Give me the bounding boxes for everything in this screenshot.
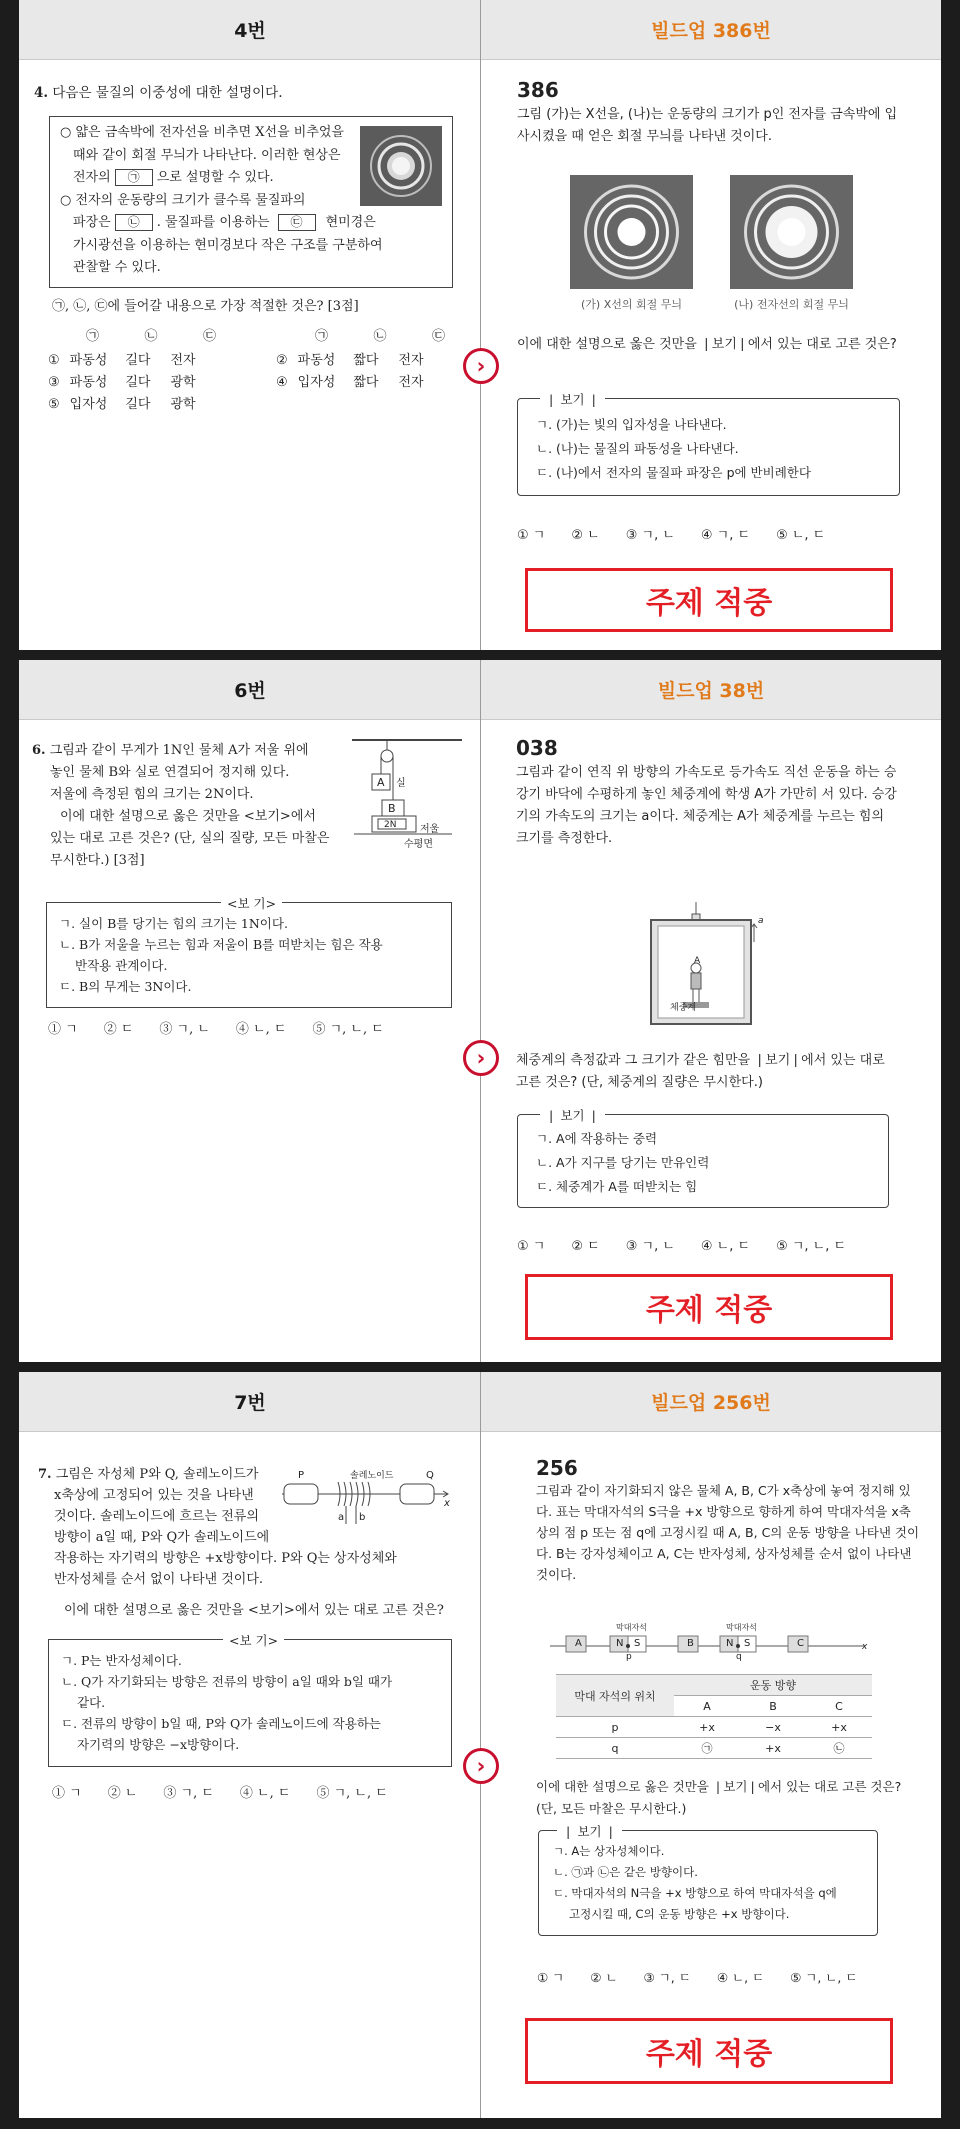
bogi-box: ❘ 보기 ❘ ㄱ. A는 상자성체이다. ㄴ. ㉠과 ㉡은 같은 방향이다. ㄷ. 막대자석의 N극을 +x 방향으로 하여 막대자석을 q에 고정시킬 때, C의 운동 방향은 +x 방향이다. bbox=[538, 1830, 878, 1936]
option-3[interactable]: ③ ㄱ, ㄷ bbox=[643, 1970, 691, 1985]
problem-stem: 그림과 같이 연직 위 방향의 가속도로 등가속도 직선 운동을 하는 승강기 바닥에 수평하게 놓인 체중계에 학생 A가 가만히 서 있다. 승강기의 가속도의 크기는 a이다. 체중계는 A가 체중계를 누르는 힘의 크기를 측정한다. bbox=[516, 765, 897, 846]
buildup-header: 빌드업 38번 bbox=[481, 660, 941, 720]
label-accel: a bbox=[758, 916, 764, 926]
label-b: B bbox=[388, 802, 396, 815]
label-s: S bbox=[744, 1638, 751, 1649]
problem-question: 체중계의 측정값과 그 크기가 같은 힘만을 ❘보기❘에서 있는 대로 고른 것은? (단, 체중계의 질량은 무시한다.) bbox=[516, 1053, 885, 1090]
topic-hit-badge: 주제 적중 bbox=[525, 568, 893, 632]
question-stem: 7. 그림은 자성체 P와 Q, 솔레노이드가 x축상에 고정되어 있는 것을 나타낸 것이다. 솔레노이드에 흐르는 전류의 방향이 a일 때, P와 Q가 솔레노이드에 작용하는 자기력의 방향은 +x방향이다. P와 Q는 상자성체와 반자성체를 순서 없이 나타낸 것이다. bbox=[38, 1467, 397, 1587]
option-2[interactable]: ② ㄴ bbox=[107, 1786, 138, 1801]
choice-row[interactable]: ④ 입자성 짧다 전자 bbox=[276, 375, 424, 390]
option-4[interactable]: ④ ㄴ, ㄷ bbox=[716, 1970, 765, 1985]
topic-hit-badge: 주제 적중 bbox=[525, 1274, 893, 1340]
option-4[interactable]: ④ ㄴ, ㄷ bbox=[235, 1022, 287, 1037]
label-c: C bbox=[797, 1638, 804, 1649]
label-a: A bbox=[575, 1638, 582, 1649]
label-scale: 저울 bbox=[420, 824, 440, 835]
question-stem: 4. 다음은 물질의 이중성에 대한 설명이다. bbox=[34, 85, 283, 101]
label-solenoid: 솔레노이드 bbox=[350, 1471, 394, 1481]
box-text: ○ 얇은 금속박에 전자선을 비추면 X선을 비추었을 때와 같이 회절 무늬가 나타난다. 이러한 현상은 전자의 ㉠ 으로 설명할 수 있다. ○ 전자의 운동량의 크기가 클수록 물질파의 bbox=[60, 125, 344, 208]
choice-row[interactable]: ⑤ 입자성 길다 광학 bbox=[48, 397, 196, 412]
section-q7 bbox=[0, 1372, 960, 2118]
question-prompt: ㉠, ㉡, ㉢에 들어갈 내용으로 가장 적절한 것은? [3점] bbox=[52, 299, 359, 314]
label-p: P bbox=[298, 1470, 305, 1481]
figure-caption: (가) X선의 회절 무늬 bbox=[581, 298, 682, 311]
option-3[interactable]: ③ ㄱ, ㄴ bbox=[625, 528, 675, 543]
answer-options bbox=[52, 1782, 414, 1801]
choice-row[interactable]: ③ 파동성 길다 광학 bbox=[48, 375, 196, 390]
blank-box: ㉠ bbox=[115, 169, 153, 186]
elevator-figure bbox=[650, 902, 760, 1026]
option-2[interactable]: ② ㄷ bbox=[571, 1239, 600, 1254]
option-3[interactable]: ③ ㄱ, ㄴ bbox=[159, 1022, 210, 1037]
label-person: A bbox=[694, 956, 701, 966]
option-3[interactable]: ③ ㄱ, ㄷ bbox=[163, 1786, 214, 1801]
label-q: Q bbox=[426, 1470, 434, 1481]
label-thread: 실 bbox=[396, 778, 406, 789]
blank-box: ㉢ bbox=[278, 214, 316, 231]
topic-hit-badge: 주제 적중 bbox=[525, 2018, 893, 2084]
label-x: x bbox=[444, 1498, 450, 1509]
label-magnet: 막대자석 bbox=[726, 1623, 757, 1632]
problem-number: 038 bbox=[516, 736, 558, 760]
divider bbox=[480, 1372, 481, 2118]
buildup-header: 빌드업 256번 bbox=[481, 1372, 941, 1432]
answer-options bbox=[517, 1235, 872, 1254]
option-5[interactable]: ⑤ ㄱ, ㄴ, ㄷ bbox=[316, 1786, 388, 1801]
label-a: A bbox=[377, 776, 385, 789]
table-header: 막대 자석의 위치 bbox=[556, 1675, 674, 1717]
buildup-header: 빌드업 386번 bbox=[481, 0, 941, 60]
diffraction-electron-image bbox=[730, 175, 853, 289]
table-col: C bbox=[806, 1696, 872, 1717]
problem-question: 이에 대한 설명으로 옳은 것만을 ❘보기❘에서 있는 대로 고른 것은? (단, 모든 마찰은 무시한다.) bbox=[536, 1779, 902, 1816]
option-1[interactable]: ① ㄱ bbox=[48, 1022, 78, 1037]
option-1[interactable]: ① ㄱ bbox=[517, 1239, 546, 1254]
table-header: 운동 방향 bbox=[674, 1675, 872, 1696]
option-1[interactable]: ① ㄱ bbox=[52, 1786, 82, 1801]
bogi-box: <보 기> ㄱ. 실이 B를 당기는 힘의 크기는 1N이다. ㄴ. B가 저울을 누르는 힘과 저울이 B를 떠받치는 힘은 작용 반작용 관계이다. ㄷ. B의 무게는 3N이다. bbox=[46, 902, 452, 1008]
divider bbox=[480, 0, 481, 650]
bogi-box: <보 기> ㄱ. P는 반자성체이다. ㄴ. Q가 자기화되는 방향은 전류의 방향이 a일 때와 b일 때가 같다. ㄷ. 전류의 방향이 b일 때, P와 Q가 솔레노이드에 작용하는 자기력의 방향은 −x방향이다. bbox=[48, 1639, 452, 1767]
question-number: 6. bbox=[32, 743, 46, 758]
question-prompt: 이에 대한 설명으로 옳은 것만을 <보기>에서 있는 대로 고른 것은? bbox=[64, 1603, 444, 1618]
label-magnet: 막대자석 bbox=[616, 1623, 647, 1632]
section-q6 bbox=[0, 660, 960, 1362]
label-n: N bbox=[616, 1638, 624, 1649]
option-4[interactable]: ④ ㄴ, ㄷ bbox=[239, 1786, 291, 1801]
exam-header: 7번 bbox=[19, 1372, 481, 1432]
option-2[interactable]: ② ㄷ bbox=[103, 1022, 134, 1037]
label-q: q bbox=[736, 1652, 742, 1662]
label-x: x bbox=[862, 1642, 868, 1652]
label-s: S bbox=[634, 1638, 641, 1649]
blank-box: ㉡ bbox=[115, 214, 153, 231]
diffraction-image bbox=[360, 126, 442, 206]
label-b: B bbox=[687, 1638, 694, 1649]
pulley-figure bbox=[352, 738, 462, 846]
label-p: p bbox=[626, 1652, 632, 1662]
label-a: a bbox=[338, 1512, 345, 1523]
label-floor: 수평면 bbox=[404, 839, 433, 850]
problem-number: 256 bbox=[536, 1456, 578, 1480]
label-n: N bbox=[726, 1638, 734, 1649]
problem-question: 이에 대한 설명으로 옳은 것만을 ❘보기❘에서 있는 대로 고른 것은? bbox=[517, 337, 897, 352]
option-4[interactable]: ④ ㄱ, ㄷ bbox=[700, 528, 751, 543]
option-5[interactable]: ⑤ ㄱ, ㄴ, ㄷ bbox=[776, 1239, 847, 1254]
divider bbox=[480, 660, 481, 1362]
label-scale: 체중계 bbox=[670, 1003, 697, 1013]
magnet-figure bbox=[548, 1612, 870, 1666]
question-number: 4. bbox=[34, 85, 49, 101]
section-q4: 4번 빌드업 386번 4. 다음은 물질의 이중성에 대한 설명이다. ○ 얇은 금속박에 전자선을 비추면 X선을 비추었을 때와 같이 회절 무늬가 나타난다. 이러한 현상은 전자의 ㉠ 으로 설명할 수 있다. ○ 전자의 운동량의 크기가 클수록 물질파의 파장은 ㉡ . 물질파를 이용하는 ㉢ 현미경은 가시광선을 이용하는 현미경보다 작은 구조를 구분하여 관찰할 수 있다. ㉠, ㉡, ㉢에 들어갈 내용으로 가장 적절한 것은? [3점] ㉠ ㉡ ㉢ ㉠ ㉡ ㉢ ① 파동성 길다 전자 ② 파동성 짧다 전자 ③ 파동성 길다 광학 ④ 입자성 짧다 전자 ⑤ 입자성 길다 광학 386 그림 (가)는 X선을, (나)는 운동량의 크기가 p인 전자를 금속박에 입사시켰을 때 얻은 회절 무늬를 나타낸 것이다. (가) X선의 회절 무늬 (나) 전자선의 회절 무늬 이에 대한 설명으로 옳은 것만을 ❘보기❘에서 있는 대로 고른 것은? ❘ 보기 ❘ ㄱ. (가)는 빛의 입자성을 나타낸다. ㄴ. (나)는 물질의 파동성을 나타낸다. ㄷ. (나)에서 전자의 물질파 파장은 p에 반비례한다 ① ㄱ ② ㄴ ③ ㄱ, ㄴ ④ ㄱ, ㄷ ⑤ ㄴ, ㄷ 주제 적중 › bbox=[0, 0, 960, 650]
chevron-right-icon: › bbox=[463, 348, 499, 384]
diffraction-xray-image bbox=[570, 175, 693, 289]
bogi-box: ❘ 보기 ❘ ㄱ. A에 작용하는 중력 ㄴ. A가 지구를 당기는 만유인력 ㄷ. 체중계가 A를 떠받치는 힘 bbox=[517, 1114, 889, 1208]
question-stem: 6. 그림과 같이 무게가 1N인 물체 A가 저울 위에 놓인 물체 B와 실로 연결되어 정지해 있다. 저울에 측정된 힘의 크기는 2N이다. 이에 대한 설명으로 옳은 것만을 <보기>에서 있는 대로 고른 것은? (단, 실의 질량, 모든 마찰은 무시한다.) [3점] bbox=[32, 743, 330, 868]
exam-header: 4번 bbox=[19, 0, 481, 60]
chevron-right-icon: › bbox=[463, 1040, 499, 1076]
table-row: p +x −x +x bbox=[556, 1717, 872, 1738]
problem-stem: 그림과 같이 자기화되지 않은 물체 A, B, C가 x축상에 놓여 정지해 있다. 표는 막대자석의 S극을 +x 방향으로 향하게 하여 막대자석을 x축상의 점 p 또는 점 q에 고정시킬 때 A, B, C의 운동 방향을 나타낸 것이다. B는 강자성체이고 A, C는 반자성체, 상자성체를 순서 없이 나타낸 것이다. bbox=[536, 1483, 920, 1582]
option-3[interactable]: ③ ㄱ, ㄴ bbox=[625, 1239, 675, 1254]
problem-number: 386 bbox=[517, 78, 559, 102]
choice-row[interactable]: ② 파동성 짧다 전자 bbox=[276, 353, 424, 368]
exam-header: 6번 bbox=[19, 660, 481, 720]
label-reading: 2N bbox=[384, 820, 397, 830]
label-b: b bbox=[359, 1512, 366, 1523]
chevron-right-icon: › bbox=[463, 1748, 499, 1784]
option-4[interactable]: ④ ㄴ, ㄷ bbox=[700, 1239, 751, 1254]
answer-options bbox=[48, 1018, 410, 1037]
motion-table bbox=[556, 1674, 872, 1759]
table-col: A bbox=[674, 1696, 740, 1717]
bogi-box: ❘ 보기 ❘ ㄱ. (가)는 빛의 입자성을 나타낸다. ㄴ. (나)는 물질의 파동성을 나타낸다. ㄷ. (나)에서 전자의 물질파 파장은 p에 반비례한다 bbox=[517, 398, 900, 496]
option-2[interactable]: ② ㄴ bbox=[590, 1970, 618, 1985]
answer-options bbox=[517, 524, 851, 543]
choice-row[interactable]: ① 파동성 길다 전자 bbox=[48, 353, 196, 368]
option-2[interactable]: ② ㄴ bbox=[571, 528, 600, 543]
option-1[interactable]: ① ㄱ bbox=[537, 1970, 565, 1985]
box-text-2: 파장은 ㉡ . 물질파를 이용하는 ㉢ 현미경은 가시광선을 이용하는 현미경보다 작은 구조를 구분하여 관찰할 수 있다. bbox=[73, 215, 383, 275]
table-col: B bbox=[740, 1696, 806, 1717]
figure-caption: (나) 전자선의 회절 무늬 bbox=[734, 298, 849, 311]
table-row: q ㉠ +x ㉡ bbox=[556, 1738, 872, 1759]
answer-options bbox=[537, 1968, 883, 1986]
option-1[interactable]: ① ㄱ bbox=[517, 528, 546, 543]
problem-stem: 그림 (가)는 X선을, (나)는 운동량의 크기가 p인 전자를 금속박에 입사시켰을 때 얻은 회절 무늬를 나타낸 것이다. bbox=[517, 107, 898, 144]
option-5[interactable]: ⑤ ㄱ, ㄴ, ㄷ bbox=[312, 1022, 384, 1037]
option-5[interactable]: ⑤ ㄱ, ㄴ, ㄷ bbox=[790, 1970, 858, 1985]
option-5[interactable]: ⑤ ㄴ, ㄷ bbox=[776, 528, 826, 543]
question-number: 7. bbox=[38, 1467, 52, 1482]
